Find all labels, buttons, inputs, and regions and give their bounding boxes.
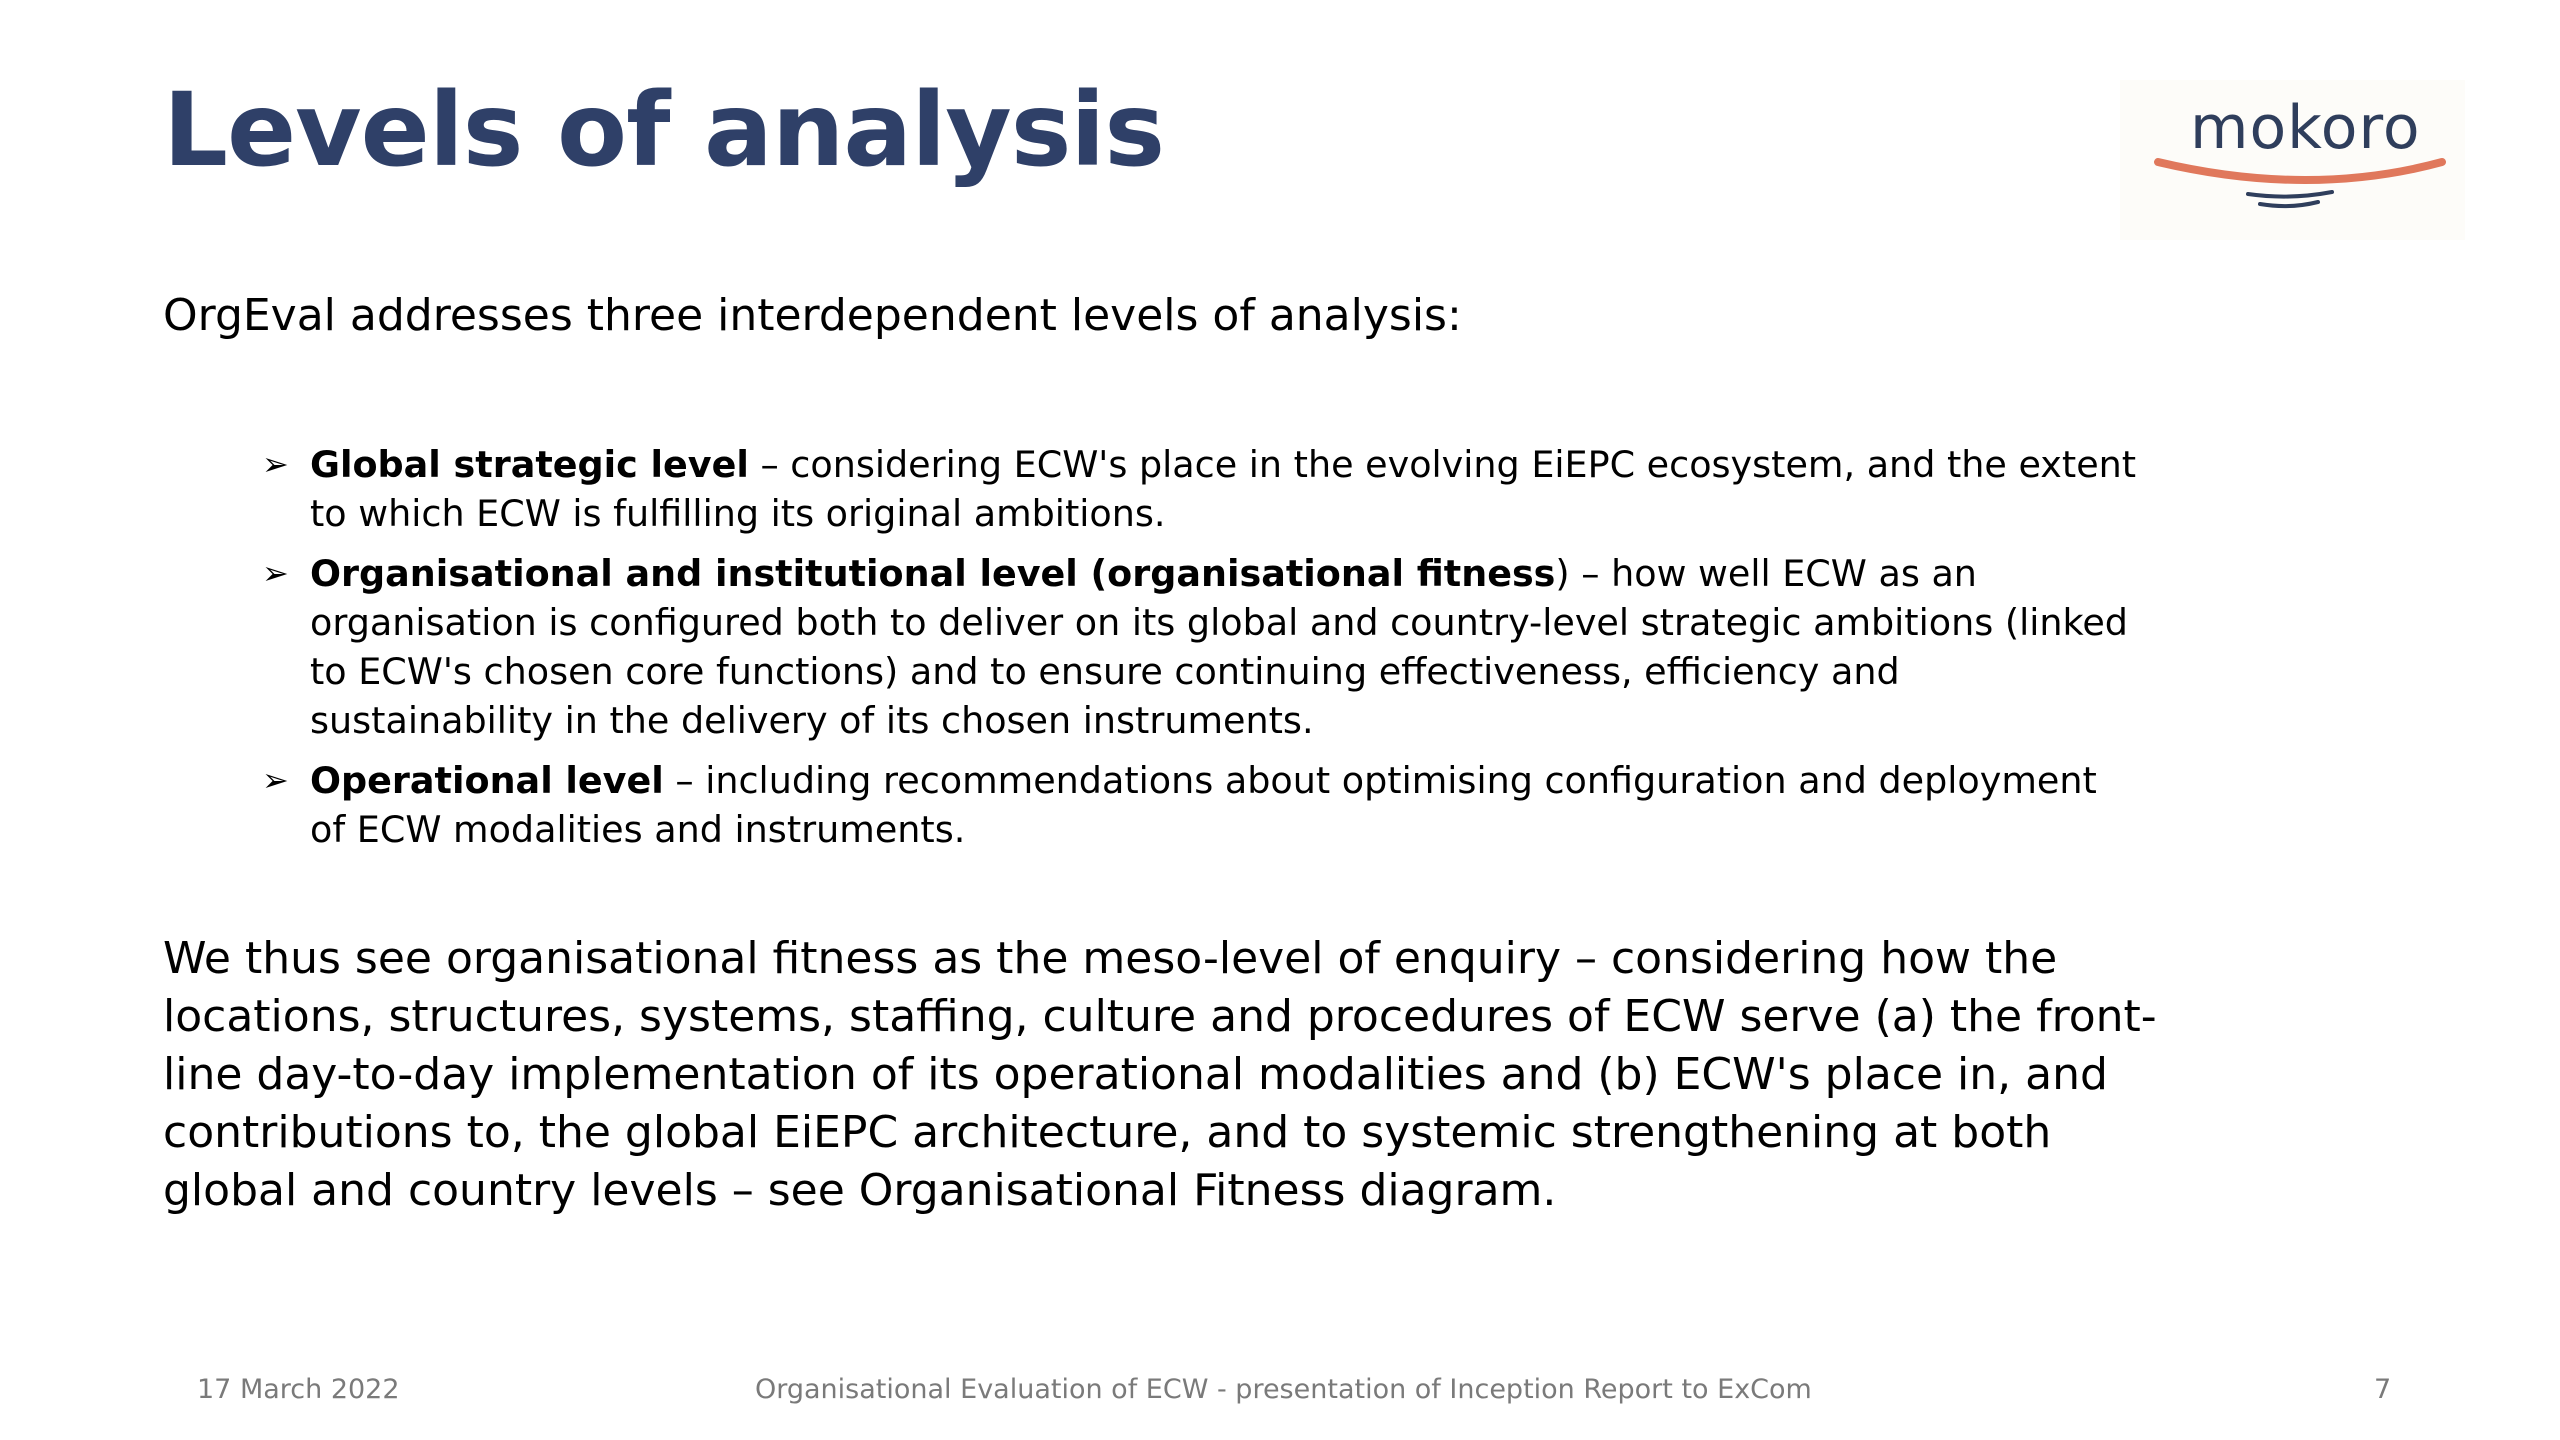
footer-title: Organisational Evaluation of ECW - presentation of Inception Report to ExCom [755, 1374, 1812, 1405]
bullet-text: – including recommendations about optimising configuration and deployment of ECW modalities and instruments. [310, 759, 2097, 851]
page-number: 7 [2374, 1374, 2392, 1405]
bullet-text: – considering ECW's place in the evolving EiEPC ecosystem, and the extent to which ECW is fulfilling its original ambitions. [310, 443, 2137, 535]
arrow-bullet-icon: ➢ [262, 445, 289, 483]
list-item [262, 440, 2142, 538]
arrow-bullet-icon: ➢ [262, 761, 289, 799]
logo-swoosh-icon [2120, 80, 2465, 240]
logo-text: mokoro [2190, 93, 2421, 163]
list-item [262, 549, 2142, 745]
intro-text: OrgEval addresses three interdependent levels of analysis: [163, 290, 1462, 341]
slide-title: Levels of analysis [163, 71, 1165, 190]
footer-date: 17 March 2022 [197, 1374, 400, 1405]
bullet-heading: Global strategic level [310, 443, 749, 486]
list-item [262, 756, 2142, 854]
bullet-heading: Organisational and institutional level (organisational fitness [310, 552, 1556, 595]
mokoro-logo [2120, 80, 2465, 240]
arrow-bullet-icon: ➢ [262, 554, 289, 592]
bullet-heading: Operational level [310, 759, 664, 802]
levels-list [262, 440, 2142, 865]
summary-paragraph: We thus see organisational fitness as the meso-level of enquiry – considering how the locations, structures, systems, staffing, culture and procedures of ECW serve (a) the front-line day-to-day implementation of its operational modalities and (b) ECW's place in, and contributions to, the global EiEPC architecture, and to systemic strengthening at both global and country levels – see Organisational Fitness diagram. [163, 933, 2157, 1216]
bullet-text: ) – how well ECW as an organisation is configured both to deliver on its global and country-level strategic ambitions (linked to ECW's chosen core functions) and to ensure continuing effectiveness, efficiency and sustainability in the delivery of its chosen instruments. [310, 552, 2128, 742]
